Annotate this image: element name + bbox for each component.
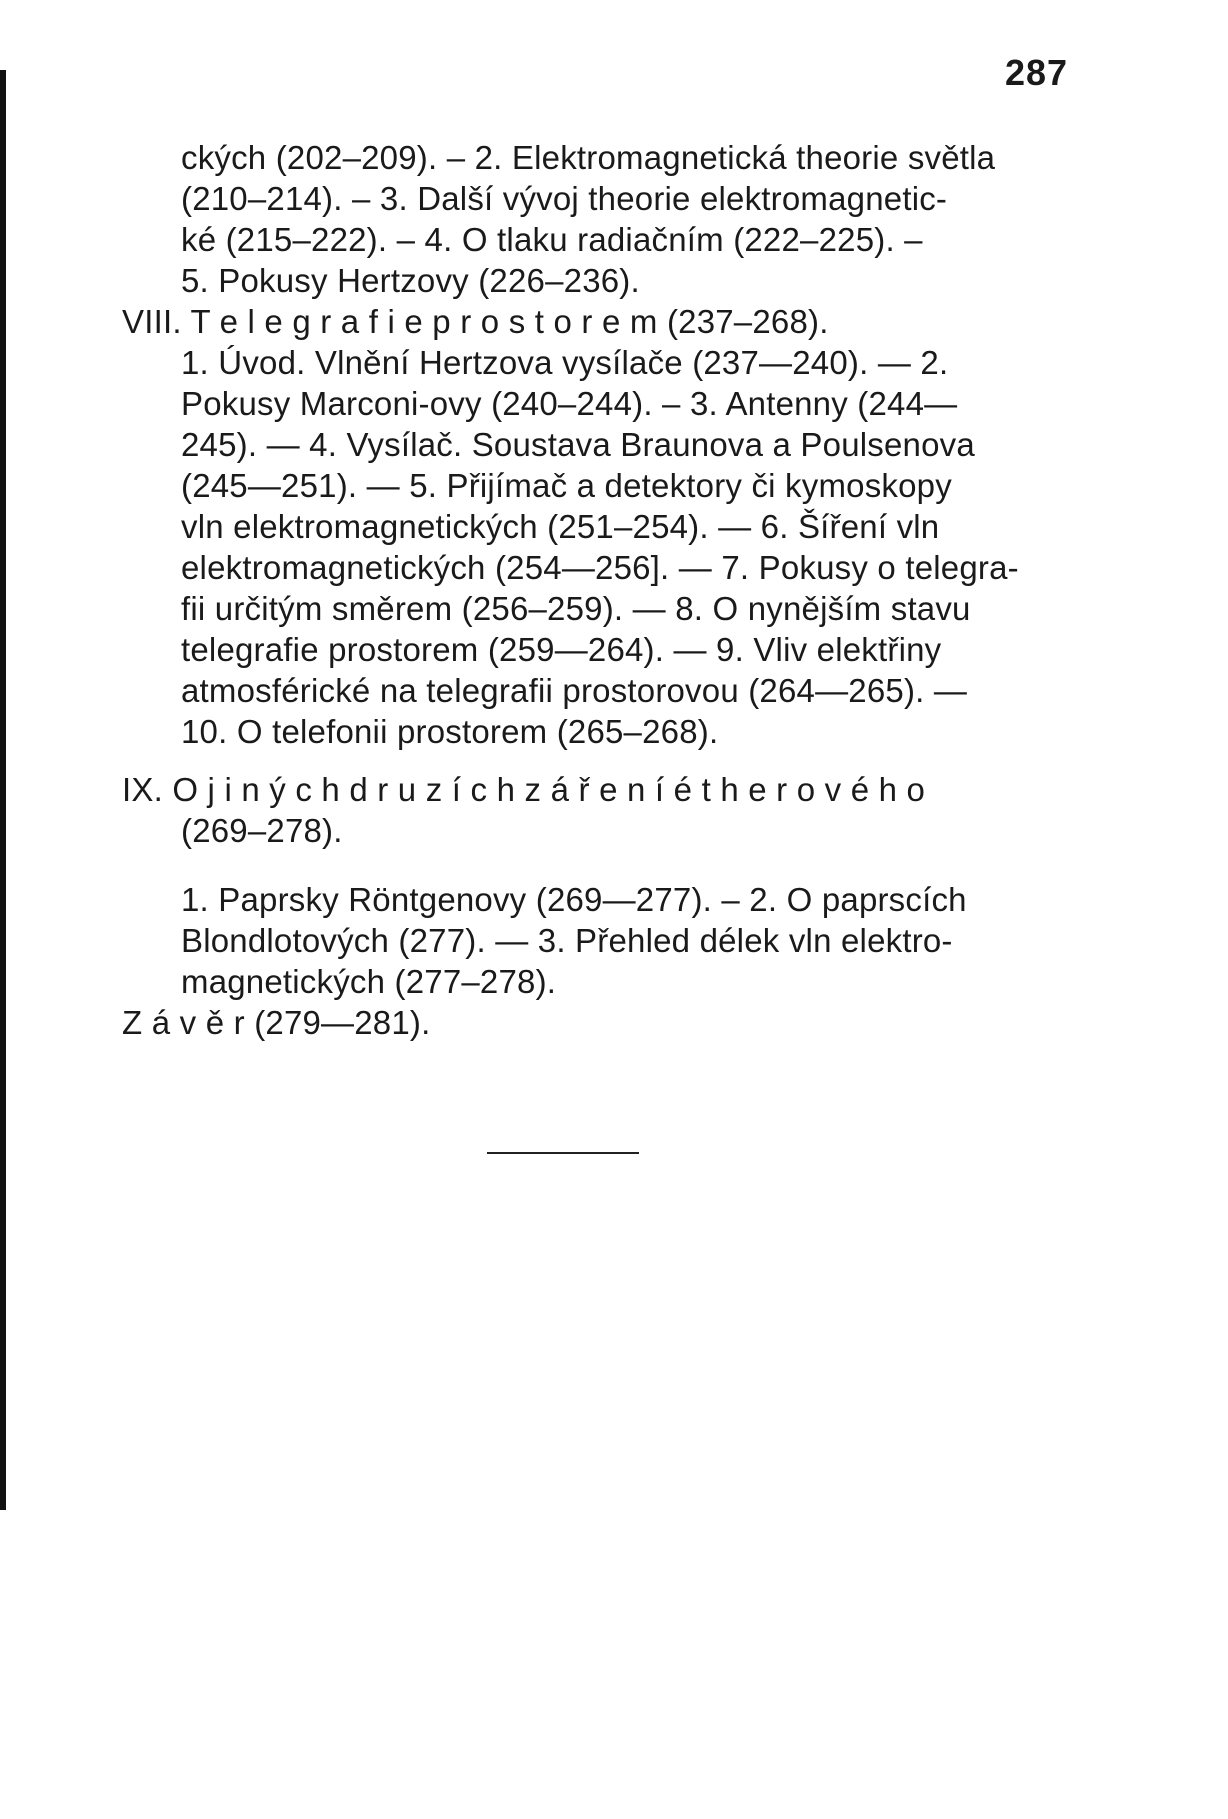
- toc-line: (269–278).: [181, 812, 343, 849]
- toc-line: ké (215–222). – 4. O tlaku radiačním (222–225). –: [181, 221, 923, 258]
- toc-line: Blondlotových (277). — 3. Přehled délek vln elektro-: [181, 922, 953, 959]
- toc-line: (210–214). – 3. Další vývoj theorie elektromagnetic-: [181, 180, 948, 217]
- toc-line: Z á v ě r (279—281).: [122, 1004, 431, 1041]
- toc-line: 10. O telefonii prostorem (265–268).: [181, 713, 719, 750]
- toc-line: atmosférické na telegrafii prostorovou (264—265). —: [181, 672, 968, 709]
- toc-line: 245). — 4. Vysílač. Soustava Braunova a Poulsenova: [181, 426, 975, 463]
- toc-line: VIII. T e l e g r a f i e p r o s t o r e m (237–268).: [122, 303, 829, 340]
- toc-line: IX. O j i n ý c h d r u z í c h z á ř e n í é t h e r o v é h o: [122, 771, 926, 808]
- toc-line: 1. Úvod. Vlnění Hertzova vysílače (237—240). — 2.: [181, 344, 949, 381]
- page-number: 287: [1005, 52, 1069, 93]
- toc-line: 1. Paprsky Röntgenovy (269—277). – 2. O paprscích: [181, 881, 967, 918]
- toc-line: ckých (202–209). – 2. Elektromagnetická theorie světla: [181, 139, 996, 176]
- toc-line: telegrafie prostorem (259—264). — 9. Vliv elektřiny: [181, 631, 942, 668]
- toc-line: magnetických (277–278).: [181, 963, 557, 1000]
- toc-line: (245—251). — 5. Přijímač a detektory či kymoskopy: [181, 467, 952, 504]
- toc-line: fii určitým směrem (256–259). — 8. O nynějším stavu: [181, 590, 971, 627]
- closing-rule: [487, 1152, 639, 1154]
- toc-line: vln elektromagnetických (251–254). — 6. Šíření vln: [181, 508, 940, 545]
- toc-line: Pokusy Marconi-ovy (240–244). – 3. Antenny (244—: [181, 385, 958, 422]
- page-edge: [0, 70, 6, 1510]
- toc-line: 5. Pokusy Hertzovy (226–236).: [181, 262, 640, 299]
- toc-line: elektromagnetických (254—256]. — 7. Pokusy o telegra-: [181, 549, 1019, 586]
